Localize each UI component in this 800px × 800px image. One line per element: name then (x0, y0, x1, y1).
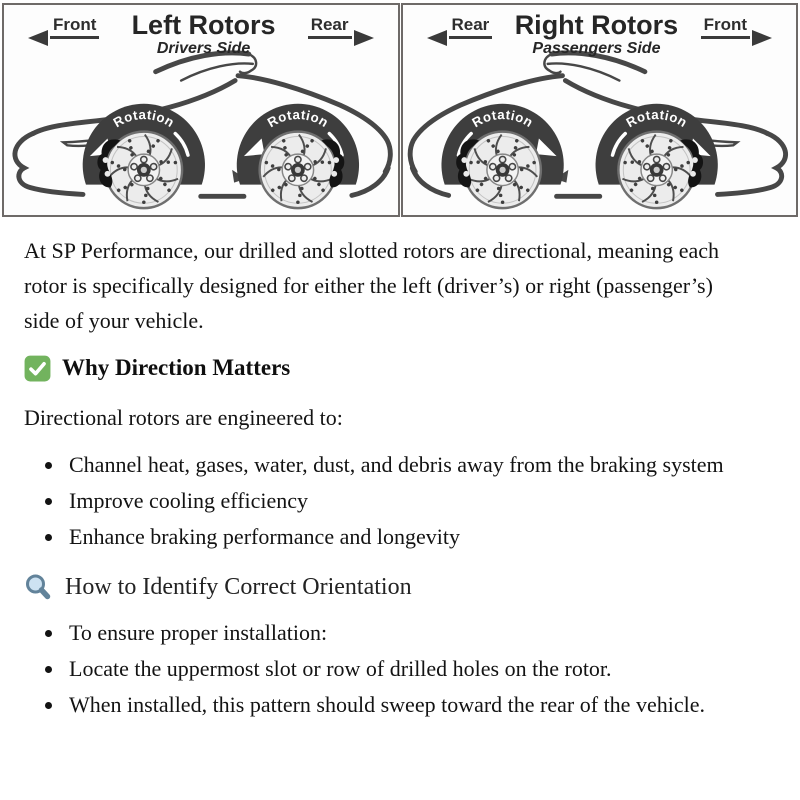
rear-right-wheel (441, 104, 563, 208)
left-arrow-icon (28, 30, 48, 46)
panel-title: Left Rotors (131, 10, 276, 40)
heading-text: Why Direction Matters (62, 355, 291, 380)
check-mark-icon (24, 355, 51, 382)
right-arrow-icon (752, 30, 772, 46)
direction-text: Rear (310, 15, 349, 34)
bullet-item: • To ensure proper installation: (65, 615, 750, 650)
rear-direction-label (308, 15, 352, 39)
direction-text: Front (53, 15, 97, 34)
how-identify-heading (24, 571, 750, 603)
front-direction-label (50, 15, 99, 39)
why-direction-heading (24, 352, 750, 384)
rotation-label: Rotation (110, 106, 178, 131)
bullet-item: • Improve cooling efficiency (65, 483, 750, 518)
rotation-label: Rotation (264, 106, 332, 131)
how-bullet-list (24, 615, 750, 722)
why-lead-text: Directional rotors are engineered to: (24, 405, 343, 430)
magnifier-icon (24, 573, 52, 601)
bullet-item: • Locate the uppermost slot or row of drilled holes on the rotor. (65, 651, 750, 686)
panel-subtitle: Drivers Side (156, 40, 251, 57)
rotor-direction-diagram (0, 0, 800, 217)
right-arrow-icon (354, 30, 374, 46)
right-panel-header (403, 5, 797, 58)
bullet-item: • Channel heat, gases, water, dust, and debris away from the braking system (65, 447, 750, 482)
article-body (0, 217, 750, 722)
rotation-label: Rotation (623, 106, 690, 131)
bullet-item: • Enhance braking performance and longevity (65, 519, 750, 554)
panel-subtitle: Passengers Side (532, 40, 661, 57)
left-arrow-icon (427, 30, 447, 46)
heading-text: How to Identify Correct Orientation (65, 574, 412, 600)
direction-text: Rear (451, 15, 490, 34)
intro-paragraph: At SP Performance, our drilled and slotted rotors are directional, meaning each rotor is specifically designed for either the left (driver’s) or right (passenger’s) side of your vehicle. (24, 238, 720, 333)
front-direction-label (701, 15, 750, 39)
panel-title: Right Rotors (514, 10, 679, 40)
left-panel-header (4, 5, 398, 58)
left-rotors-panel (2, 3, 400, 217)
rear-left-wheel (237, 104, 359, 208)
direction-text: Front (703, 15, 747, 34)
bullet-item: • When installed, this pattern should sweep toward the rear of the vehicle. (65, 687, 750, 722)
why-bullet-list (24, 447, 750, 554)
rear-direction-label (449, 15, 493, 39)
right-rotors-panel (401, 3, 799, 217)
rotation-label: Rotation (468, 106, 536, 131)
